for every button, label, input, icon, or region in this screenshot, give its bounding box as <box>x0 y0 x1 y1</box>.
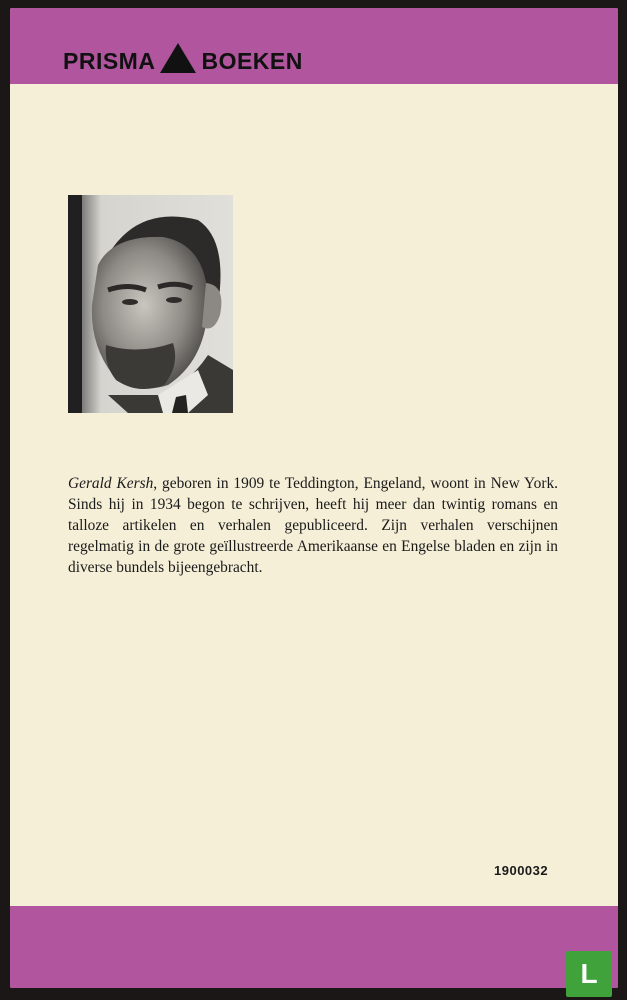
author-name: Gerald Kersh <box>68 475 154 493</box>
bio-text: , geboren in 1909 te Teddington, Engeland, woont in New York. Sinds hij in 1934 begon te schrijven, heeft hij meer dan twintig romans en talloze artikelen en verhalen gepubliceerd. Zijn verhalen verschijnen regelmatig in de grote geïllustreerde Amerikaanse en Engelse bladen en zijn in diverse bundels bijeengebracht. <box>68 475 558 577</box>
author-bio <box>68 473 558 578</box>
book-back-cover <box>10 8 618 988</box>
catalog-number: 1900032 <box>494 863 549 878</box>
triangle-icon <box>160 43 196 73</box>
brand-left-text: PRISMA <box>63 48 156 74</box>
store-sticker <box>566 951 612 997</box>
bottom-color-band <box>10 906 618 988</box>
author-portrait-icon <box>68 195 233 413</box>
brand-right-text: BOEKEN <box>201 48 303 74</box>
publisher-logo <box>63 43 303 73</box>
author-photo <box>68 195 233 413</box>
sticker-letter: L <box>580 958 598 989</box>
